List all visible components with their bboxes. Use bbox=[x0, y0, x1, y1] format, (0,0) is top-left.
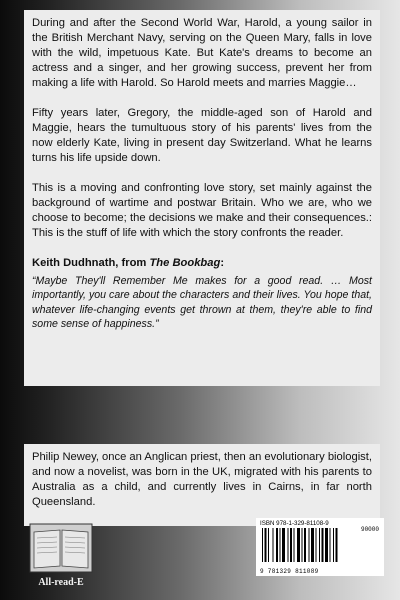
blurb-paragraph-2: Fifty years later, Gregory, the middle-aged son of Harold and Maggie, hears the tumultuous story of his parents' lives from the now elderly Kate, living in present day Switzerland. What he learns turns his life upside down. bbox=[32, 107, 372, 164]
price-code: 90000 bbox=[360, 526, 379, 533]
review-quote: “Maybe They'll Remember Me makes for a good read. … Most importantly, you care about the characters and their lives. You hope that, whatever life-changing events get thrown at them, they're able to find some sense of happiness.” bbox=[32, 275, 372, 331]
open-book-icon bbox=[26, 520, 96, 576]
barcode-bars bbox=[260, 528, 380, 566]
barcode-digits: 9 781329 811089 bbox=[260, 568, 319, 575]
author-bio-panel bbox=[24, 444, 380, 526]
review-attribution bbox=[32, 256, 372, 271]
blurb-panel bbox=[24, 10, 380, 386]
blurb-paragraph-3: This is a moving and confronting love story, set mainly against the background of wartime and postwar Britain. Who we are, who we choose to become; the decisions we make and their consequences.: This is the stuff of life with which the story confronts the reader. bbox=[32, 182, 372, 239]
author-bio: Philip Newey, once an Anglican priest, then an evolutionary biologist, and now a novelist, was born in the UK, migrated with his parents to Australia as a child, and currently lives in Cairns, in far north Queensland. bbox=[32, 451, 372, 508]
publisher-logo bbox=[26, 520, 96, 588]
publisher-logo-text: All-read-E bbox=[38, 577, 84, 588]
review-colon: : bbox=[220, 257, 225, 269]
isbn-text: ISBN 978-1-329-81108-9 bbox=[260, 520, 329, 527]
review-publication: The Bookbag bbox=[149, 257, 221, 269]
isbn-barcode bbox=[256, 518, 384, 576]
blurb-paragraph-1: During and after the Second World War, Harold, a young sailor in the British Merchant Navy, serving on the Queen Mary, falls in love with the wild, impetuous Kate. But Kate's dreams to become an actress and a singer, and her growing success, prevent her from making a life with Harold. So Harold meets and marries Maggie… bbox=[32, 17, 372, 89]
reviewer-name: Keith Dudhnath, from bbox=[32, 257, 150, 269]
